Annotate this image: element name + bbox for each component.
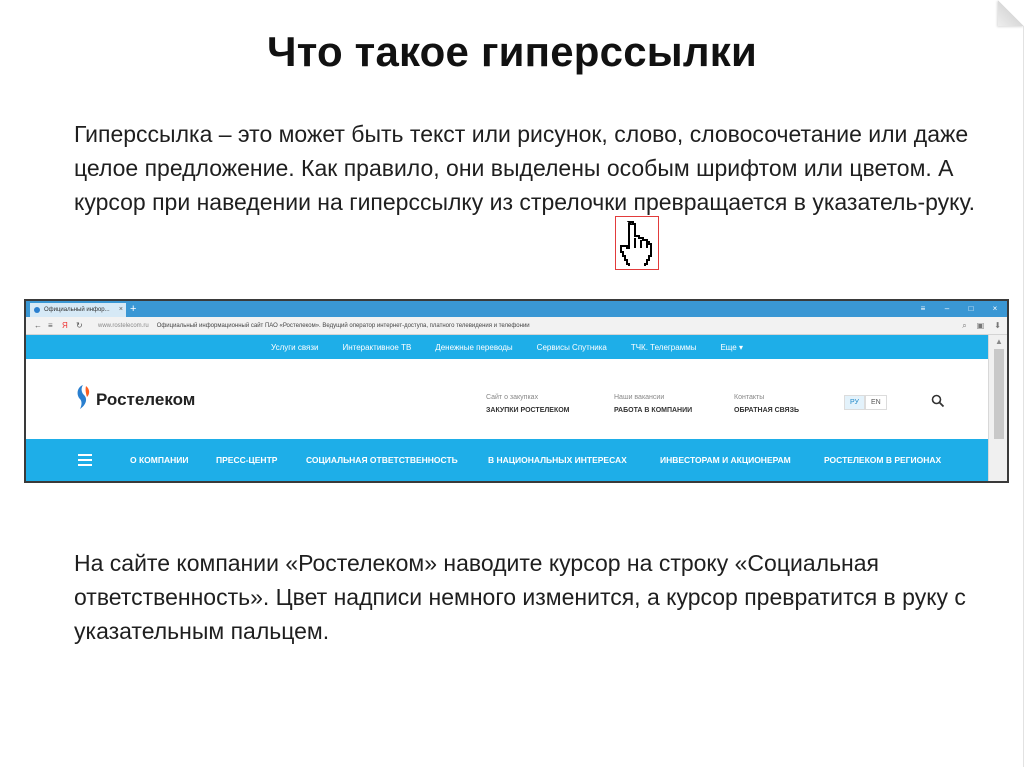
header-contacts-label: Контакты <box>734 394 765 401</box>
browser-tab-bar <box>26 301 1007 317</box>
header-procurement-label: Сайт о закупках <box>486 394 539 401</box>
back-arrow-icon[interactable]: ← <box>34 321 42 330</box>
maximize-icon[interactable]: □ <box>968 304 974 313</box>
address-bar-icons <box>962 320 1001 332</box>
mainnav-press[interactable]: ПРЕСС-ЦЕНТР <box>216 455 278 465</box>
header-contacts[interactable] <box>734 392 799 416</box>
mainnav-about[interactable]: О КОМПАНИИ <box>130 455 189 465</box>
yandex-icon[interactable]: Я <box>62 321 68 330</box>
site-main-nav <box>26 439 988 483</box>
favicon-icon <box>34 307 40 313</box>
reload-icon[interactable]: ↻ <box>76 321 83 330</box>
header-procurement-link[interactable]: ЗАКУПКИ РОСТЕЛЕКОМ <box>486 407 570 414</box>
minimize-icon[interactable]: – <box>944 304 950 313</box>
header-procurement[interactable] <box>486 392 570 416</box>
lang-ru-button[interactable]: РУ <box>844 395 865 410</box>
hand-cursor-illustration <box>615 216 659 270</box>
header-vacancies-link[interactable]: РАБОТА В КОМПАНИИ <box>614 407 693 414</box>
mainnav-regions[interactable]: РОСТЕЛЕКОМ В РЕГИОНАХ <box>824 455 942 465</box>
header-contacts-link[interactable]: ОБРАТНАЯ СВЯЗЬ <box>734 407 799 414</box>
slide-title: Что такое гиперссылки <box>267 28 757 75</box>
logo-text[interactable]: Ростелеком <box>96 390 196 409</box>
scrollbar[interactable] <box>988 335 1009 483</box>
slide-corner-fold <box>998 0 1024 26</box>
topnav-services[interactable]: Услуги связи <box>271 342 319 352</box>
paragraph-hyperlink-definition: Гиперссылка – это может быть текст или рисунок, слово, словосочетание или даже целое предложение. Как правило, они выделены особым шрифтом или цветом. А курсор при наведении на гиперссылку из стрелочки превращается в указатель-руку. <box>74 121 976 215</box>
address-bar <box>26 317 1007 335</box>
search-small-icon[interactable]: ⌕ <box>962 321 967 330</box>
paragraph-instruction: На сайте компании «Ростелеком» наводите курсор на строку «Социальная ответственность». Цвет надписи немного изменится, а курсор превратится в руку с указательным пальцем. <box>74 550 966 644</box>
url-description: Официальный информационный сайт ПАО «Ростелеком». Ведущий оператор интернет-доступа, платного телевидения и телефонии <box>156 323 530 329</box>
menu-lines-icon[interactable]: ≡ <box>48 321 53 330</box>
topnav-more[interactable]: Еще ▾ <box>720 342 743 352</box>
menu-icon[interactable]: ≡ <box>920 304 926 313</box>
window-controls <box>911 301 1007 317</box>
hand-pointer-icon <box>619 220 655 266</box>
topnav-transfers[interactable]: Денежные переводы <box>435 342 513 352</box>
hamburger-menu-icon[interactable] <box>78 454 92 469</box>
mainnav-national-interests[interactable]: В НАЦИОНАЛЬНЫХ ИНТЕРЕСАХ <box>488 455 627 465</box>
topnav-sputnik[interactable]: Сервисы Спутника <box>536 342 607 352</box>
mainnav-social-responsibility[interactable]: СОЦИАЛЬНАЯ ОТВЕТСТВЕННОСТЬ <box>306 455 458 465</box>
site-header <box>26 359 988 439</box>
header-vacancies[interactable] <box>614 392 692 416</box>
scroll-thumb[interactable] <box>994 349 1004 439</box>
tab-close-icon[interactable]: × <box>118 306 123 313</box>
browser-tab[interactable] <box>30 303 126 317</box>
site-top-nav <box>26 335 988 359</box>
language-switcher <box>844 395 887 410</box>
rostelecom-logo-icon[interactable] <box>74 383 92 411</box>
topnav-tv[interactable]: Интерактивное ТВ <box>342 342 412 352</box>
header-vacancies-label: Наши вакансии <box>614 394 665 401</box>
search-icon[interactable] <box>931 394 945 408</box>
url-field[interactable] <box>98 320 530 332</box>
tab-title: Официальный инфор... <box>44 307 110 313</box>
new-tab-button[interactable]: + <box>130 303 137 315</box>
url-text: www.rostelecom.ru <box>98 323 149 329</box>
close-icon[interactable]: × <box>992 304 998 313</box>
scroll-up-arrow-icon[interactable]: ▲ <box>995 337 1003 346</box>
download-icon[interactable]: ⬇ <box>994 321 1001 330</box>
browser-screenshot <box>24 299 1009 483</box>
bookmark-icon[interactable]: ▣ <box>976 321 985 330</box>
topnav-telegrams[interactable]: ТЧК. Телеграммы <box>630 342 697 352</box>
mainnav-investors[interactable]: ИНВЕСТОРАМ И АКЦИОНЕРАМ <box>660 455 791 465</box>
lang-en-button[interactable]: EN <box>865 395 887 410</box>
